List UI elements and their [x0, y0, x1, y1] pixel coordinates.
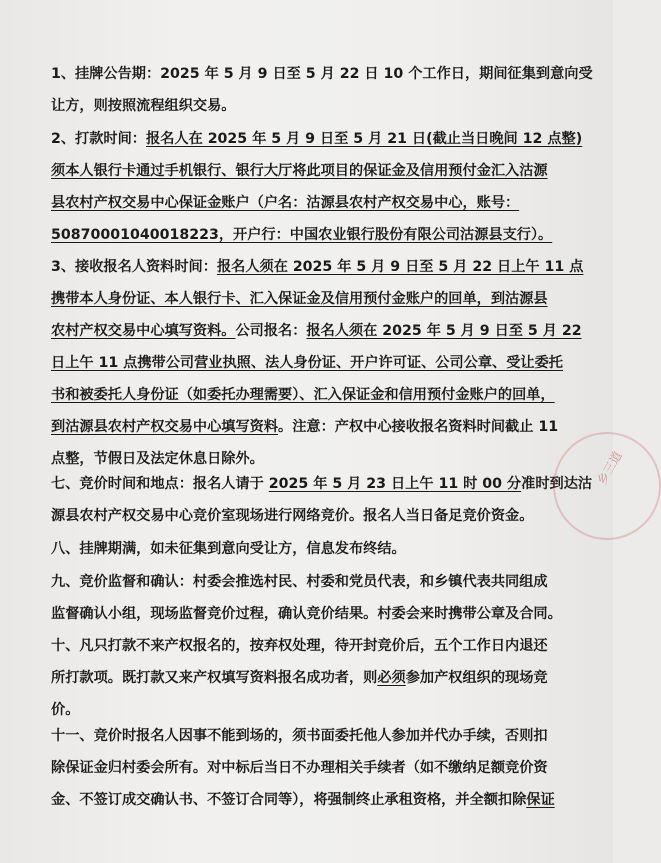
text-line	[51, 251, 584, 283]
text-segment: 七、竞价时间和地点：报名人请于	[51, 476, 269, 492]
text-line	[51, 411, 579, 443]
text-segment: 参加产权组织的现场竞	[405, 670, 548, 686]
text-line	[51, 468, 593, 500]
text-line: 须本人银行卡通过手机银行、银行大厅将此项目的保证金及信用预付金汇入沽源	[51, 163, 548, 179]
submission-period: 报名人须在 2025 年 5 月 9 日至 5 月 22 日上午 11 点	[216, 259, 584, 275]
paragraph-listing-period	[51, 58, 593, 122]
text-segment: 农村产权交易中心填写资料。	[51, 323, 236, 339]
text-segment: 到沽源县农村产权交易中心填写资料	[51, 419, 279, 435]
text-line: 携带本人身份证、本人银行卡、汇入保证金及信用预付金账户的回单，到沽源县	[51, 291, 548, 307]
text-line	[51, 315, 582, 347]
paragraph-document-submission	[51, 251, 584, 475]
text-line: 源县农村产权交易中心竞价室现场进行网络竞价。报名人当日备足竞价资金。	[51, 508, 534, 524]
text-line: 日上午 11 点携带公司营业执照、法人身份证、开户许可证、公司公章、受让委托	[51, 355, 563, 371]
seal-text: 乡三道	[594, 449, 625, 488]
text-line: 十一、竞价时报名人因事不能到场的，须书面委托他人参加并代办手续，否则扣	[51, 728, 548, 744]
text-line	[51, 662, 579, 694]
text-line: 监督确认小组，现场监督竞价过程，确认竞价结果。村委会来时携带公章及合同。	[51, 606, 562, 622]
text-segment: 。注意：产权中心接收报名资料时间截止 11	[278, 419, 559, 435]
text-segment: 报名人须在 2025 年 5 月 9 日至 5 月 22	[306, 323, 582, 339]
company-registration-label: 公司报名：	[235, 323, 307, 339]
payment-period: 报名人在 2025 年 5 月 9 日至 5 月 21 日(截止当日晚间 12 点整)	[146, 131, 583, 147]
text-line: 九、竞价监督和确认：村委会推选村民、村委和党员代表，和乡镇代表共同组成	[51, 574, 548, 590]
text-line: 除保证金归村委会所有。对中标后当日不办理相关手续者（如不缴纳足额竞价资	[51, 760, 548, 776]
paragraph-bidding-time-place	[51, 468, 593, 532]
text-segment: 保证	[526, 792, 555, 808]
bidding-time: 2025 年 5 月 23 日上午 11 时 00 分	[268, 476, 522, 492]
text-line	[51, 784, 579, 816]
text-line: 书和被委托人身份证（如委托办理需要）、汇入保证金和信用预付金账户的回单，	[51, 387, 555, 403]
paragraph-listing-expiry	[51, 533, 579, 565]
text-segment: 必须	[377, 670, 406, 686]
payment-label: 2、打款时间：	[51, 131, 146, 147]
text-line: 让方，则按照流程组织交易。	[51, 98, 236, 114]
submission-label: 3、接收报名人资料时间：	[51, 259, 217, 275]
text-line: 十、凡只打款不来产权报名的，按弃权处理，待开封竞价后，五个工作日内退还	[51, 638, 548, 654]
paragraph-refund-rules	[51, 630, 579, 726]
paragraph-payment-time	[51, 123, 583, 251]
text-line: 1、挂牌公告期：2025 年 5 月 9 日至 5 月 22 日 10 个工作日，期间征集到意向受	[51, 66, 593, 82]
text-line: 点整，节假日及法定休息日除外。	[51, 451, 264, 467]
text-line: 县农村产权交易中心保证金账户（户名：沽源县农村产权交易中心，账号：	[51, 195, 520, 211]
text-segment: 金、不签订成交确认书、不签订合同等），将强制终止承租资格，并全额扣除	[51, 792, 527, 808]
text-segment: 所打款项。既打款又来产权填写资料报名成功者，则	[51, 670, 378, 686]
paragraph-supervision	[51, 566, 579, 630]
text-line	[51, 123, 583, 155]
text-line: 八、挂牌期满，如未征集到意向受让方，信息发布终结。	[51, 541, 406, 557]
account-info: 50870001040018223，开户行：中国农业银行股份有限公司沽源县支行）。	[51, 227, 553, 243]
paragraph-absence-rules	[51, 720, 579, 816]
text-segment: 准时到达沽	[521, 476, 593, 492]
text-line: 价。	[51, 702, 80, 718]
